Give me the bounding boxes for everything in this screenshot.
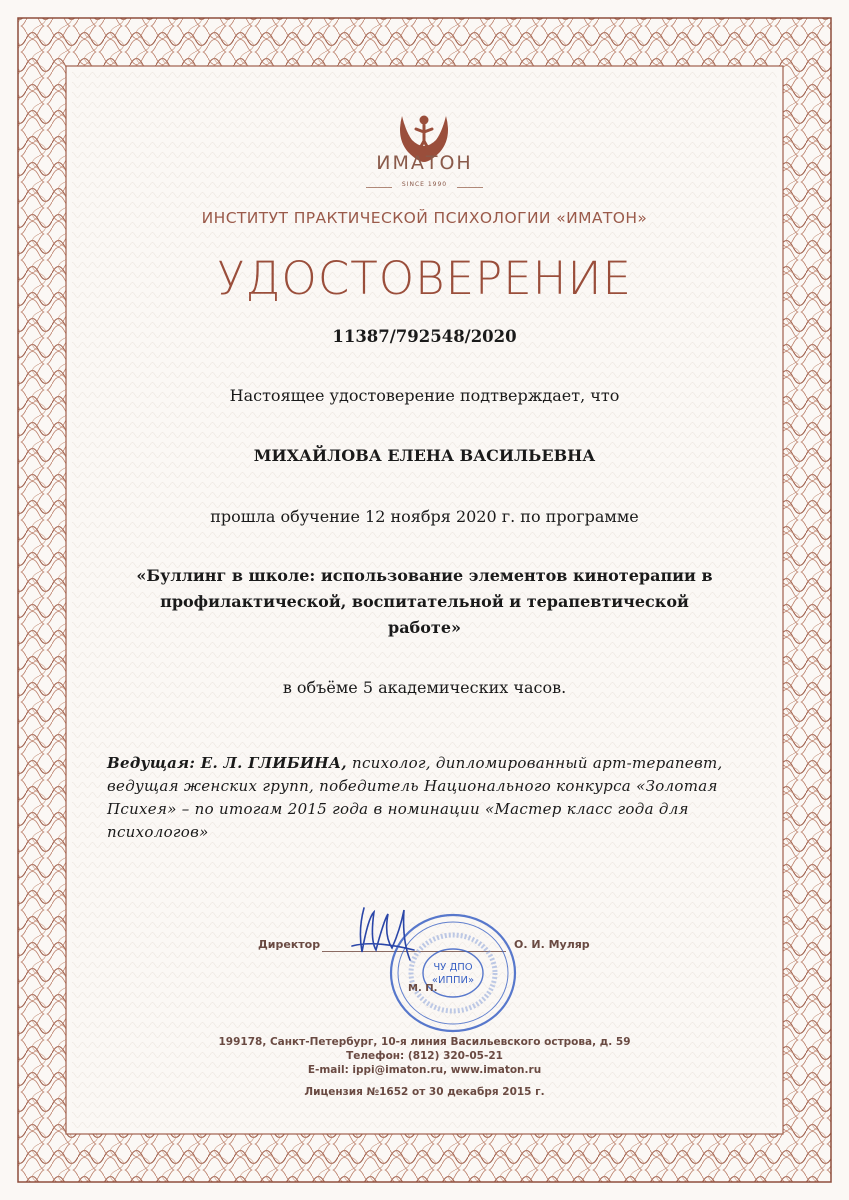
institute-name: ИНСТИТУТ ПРАКТИЧЕСКОЙ ПСИХОЛОГИИ «ИМАТОН» xyxy=(201,209,648,227)
program-line: работе» xyxy=(388,618,461,637)
footer-email: E-mail: ippi@imaton.ru, www.imaton.ru xyxy=(307,1064,542,1076)
since-line-right xyxy=(457,187,483,188)
leader-line: психологов» xyxy=(107,823,209,841)
seal-text: «ИППИ» xyxy=(431,975,475,986)
completion-text: прошла обучение 12 ноября 2020 г. по программе xyxy=(210,507,639,526)
footer-phone: Телефон: (812) 320-05-21 xyxy=(346,1050,503,1062)
program-title xyxy=(100,563,749,641)
leader-info xyxy=(107,752,747,844)
seal-text: ЧУ ДПО xyxy=(433,962,473,973)
brand-name: ИМАТОН xyxy=(376,152,473,174)
footer-license: Лицензия №1652 от 30 декабря 2015 г. xyxy=(304,1086,545,1098)
leader-line: ведущая женских групп, победитель Национального конкурса «Золотая xyxy=(107,777,718,795)
volume-text: в объёме 5 академических часов. xyxy=(282,678,567,697)
leader-line: психолог, дипломированный арт-терапевт, xyxy=(346,754,723,772)
document-title: УДОСТОВЕРЕНИЕ xyxy=(217,252,632,305)
stamp-place-label: М. П. xyxy=(408,983,438,994)
certificate-number: 11387/792548/2020 xyxy=(332,327,517,346)
leader-line: Психея» – по итогам 2015 года в номинации «Мастер класс года для xyxy=(107,800,689,818)
director-name: О. И. Муляр xyxy=(514,938,590,951)
confirm-text: Настоящее удостоверение подтверждает, что xyxy=(229,386,620,405)
recipient-name: МИХАЙЛОВА ЕЛЕНА ВАСИЛЬЕВНА xyxy=(253,446,596,465)
leader-label: Ведущая: Е. Л. ГЛИБИНА, xyxy=(107,754,347,772)
handwritten-signature xyxy=(344,900,422,970)
director-label: Директор xyxy=(258,938,321,951)
program-line: профилактической, воспитательной и терапевтической xyxy=(160,592,689,611)
since-label: SINCE 1990 xyxy=(401,181,448,188)
footer-address: 199178, Санкт-Петербург, 10-я линия Васильевского острова, д. 59 xyxy=(218,1036,631,1048)
program-line: «Буллинг в школе: использование элементов кинотерапии в xyxy=(136,566,713,585)
